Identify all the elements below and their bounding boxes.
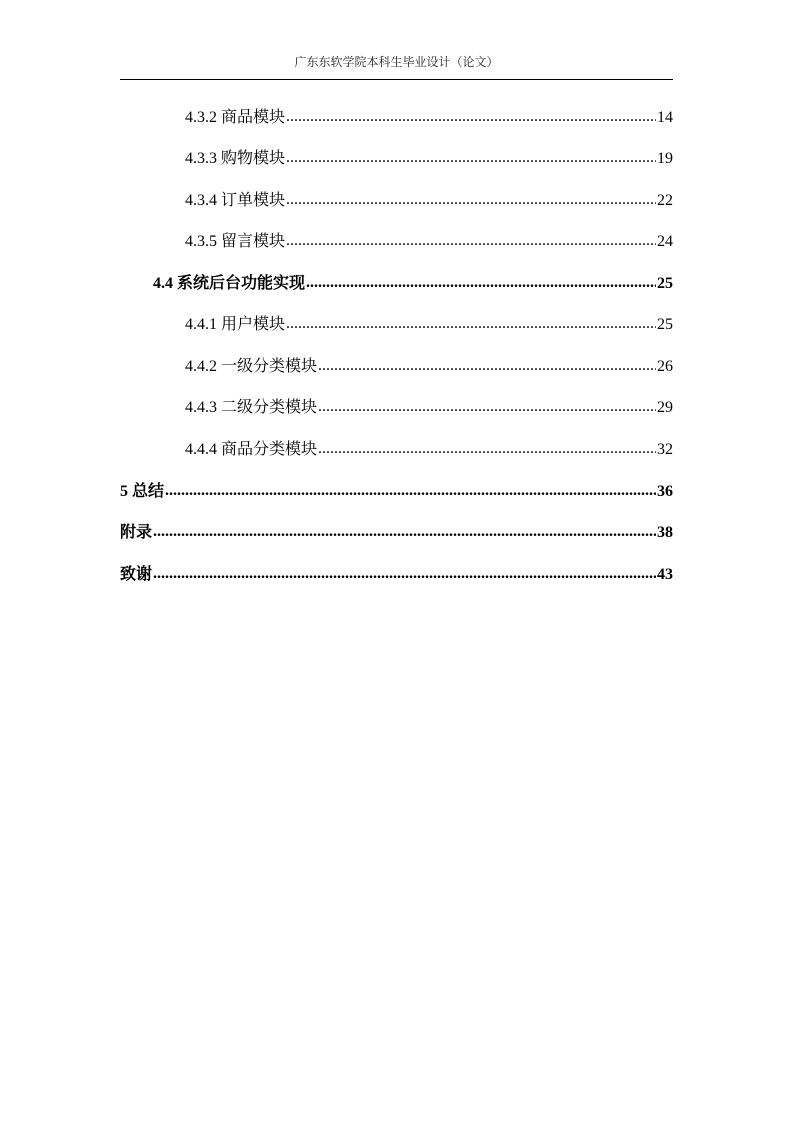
toc-entry-title: 4.4.1 用户模块: [185, 316, 286, 333]
toc-entry-title: 致谢: [120, 566, 153, 583]
toc-entry-4-3-3[interactable]: [185, 148, 673, 170]
toc-entry-title: 4.3.4 订单模块: [185, 192, 286, 209]
toc-entry-4-4-1[interactable]: [185, 314, 673, 336]
toc-entry-page: 25: [657, 275, 673, 292]
toc-entry-page: 32: [657, 441, 673, 458]
toc-entry-title: 4.4.2 一级分类模块: [185, 358, 318, 375]
toc-entry-appendix[interactable]: [120, 522, 673, 544]
toc-entry-acknowledgements[interactable]: [120, 564, 673, 586]
toc-entry-5[interactable]: [120, 481, 673, 503]
toc-dot-leader: [318, 438, 656, 460]
toc-entry-page: 26: [657, 358, 673, 375]
toc-entry-title: 4.3.5 留言模块: [185, 233, 286, 250]
toc-entry-page: 14: [657, 109, 673, 126]
toc-entry-title: 4.3.3 购物模块: [185, 150, 286, 167]
toc-entry-4-4-4[interactable]: [185, 439, 673, 461]
toc-entry-4-3-4[interactable]: [185, 190, 673, 212]
toc-entry-page: 22: [657, 192, 673, 209]
toc-dot-leader: [153, 521, 656, 543]
page-header: 广东东软学院本科生毕业设计（论文）: [294, 55, 499, 69]
toc-entry-4-4-3[interactable]: [185, 397, 673, 419]
toc-dot-leader: [286, 106, 656, 128]
toc-entry-page: 38: [657, 524, 673, 541]
toc-entry-title: 4.3.2 商品模块: [185, 109, 286, 126]
toc-dot-leader: [286, 313, 656, 335]
toc-dot-leader: [286, 230, 656, 252]
toc-entry-title: 4.4.4 商品分类模块: [185, 441, 318, 458]
toc-entry-4-4-2[interactable]: [185, 356, 673, 378]
toc-entry-4-3-5[interactable]: [185, 231, 673, 253]
toc-entry-page: 24: [657, 233, 673, 250]
toc-entry-page: 29: [657, 399, 673, 416]
toc-dot-leader: [318, 355, 656, 377]
toc-entry-page: 25: [657, 316, 673, 333]
toc-dot-leader: [318, 396, 656, 418]
toc-dot-leader: [286, 189, 656, 211]
toc-dot-leader: [153, 563, 656, 585]
toc-dot-leader: [306, 272, 656, 294]
toc-entry-4-3-2[interactable]: [185, 107, 673, 129]
toc-dot-leader: [165, 480, 656, 502]
toc-entry-page: 43: [657, 566, 673, 583]
toc-entry-title: 附录: [120, 524, 153, 541]
toc-entry-page: 36: [657, 483, 673, 500]
toc-entry-4-4[interactable]: [153, 273, 673, 295]
toc-dot-leader: [286, 147, 656, 169]
toc-entry-title: 4.4 系统后台功能实现: [153, 275, 306, 292]
toc-entry-page: 19: [657, 150, 673, 167]
header-rule: [120, 79, 673, 80]
toc-entry-title: 4.4.3 二级分类模块: [185, 399, 318, 416]
toc-entry-title: 5 总结: [120, 483, 165, 500]
